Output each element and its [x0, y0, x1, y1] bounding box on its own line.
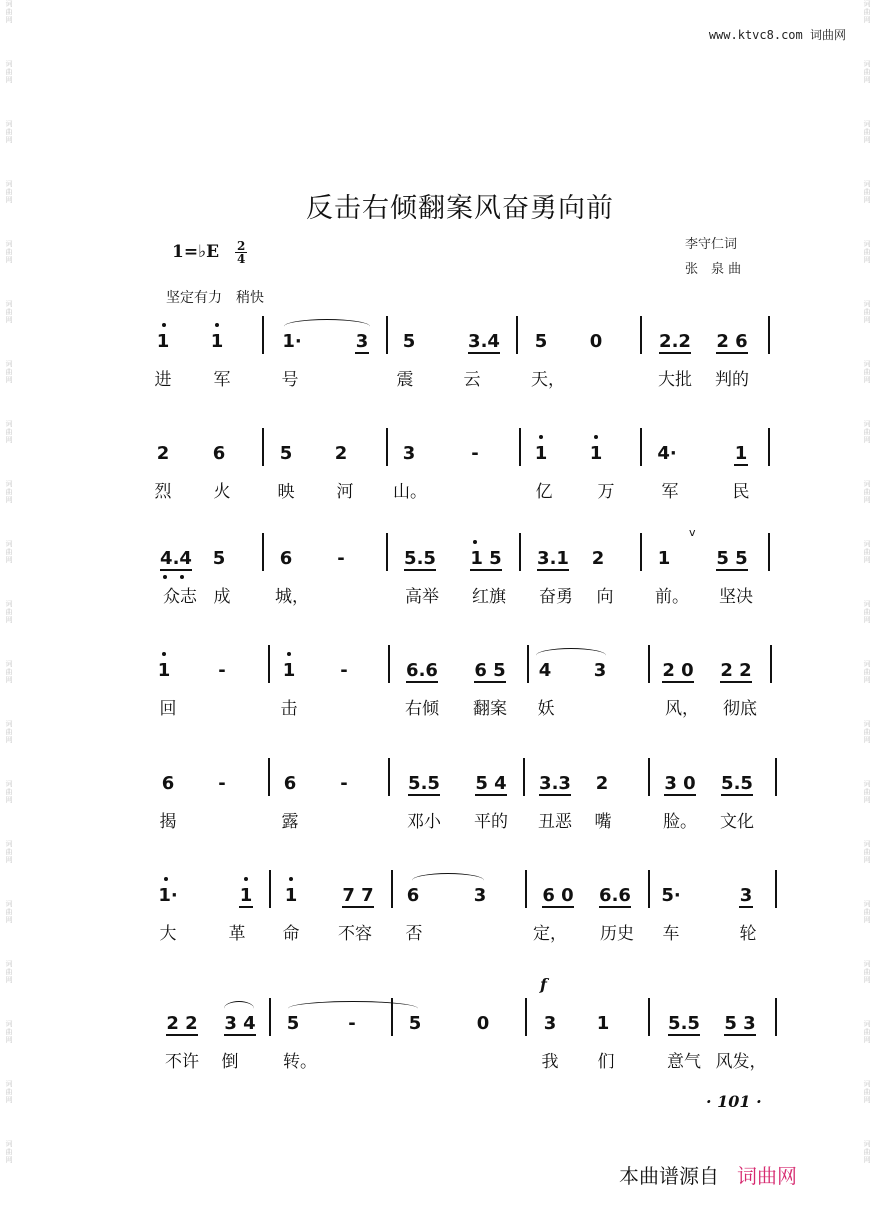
- lyric: 邓小: [407, 812, 441, 832]
- underline: [668, 1034, 700, 1036]
- site-url-text: www.ktvc8.com: [708, 28, 803, 42]
- bar-line: [648, 870, 650, 908]
- note: 1: [157, 660, 171, 681]
- bar-line: [768, 316, 770, 354]
- note: 5 5: [716, 548, 748, 569]
- bar-line: [527, 645, 529, 683]
- breath-mark: v: [689, 526, 696, 539]
- underline: [355, 352, 369, 354]
- note: 1: [282, 660, 296, 681]
- bar-line: [768, 428, 770, 466]
- note: 1: [589, 443, 603, 464]
- page-number: · 101 ·: [706, 1092, 762, 1111]
- underline: [224, 1034, 256, 1036]
- bar-line: [775, 998, 777, 1036]
- score-row-3: [0, 526, 876, 648]
- note: 6.6: [406, 660, 438, 681]
- lyric: 映: [277, 482, 295, 502]
- underline: [404, 569, 436, 571]
- note: 0: [589, 331, 603, 352]
- lyric: 大: [159, 924, 177, 944]
- note: 1: [734, 443, 748, 464]
- underline: [539, 794, 571, 796]
- bar-line: [391, 870, 393, 908]
- watermark-text: 词 曲 网: [5, 1020, 13, 1044]
- lyric: 军: [661, 482, 679, 502]
- note: 2 6: [716, 331, 748, 352]
- watermark-text: 词 曲 网: [5, 1080, 13, 1104]
- note: 1: [596, 1013, 610, 1034]
- lyric: 前。: [655, 587, 689, 607]
- watermark-text: 词 曲 网: [863, 180, 871, 204]
- bar-line: [648, 998, 650, 1036]
- note: 5 4: [475, 773, 507, 794]
- watermark-text: 词 曲 网: [5, 0, 13, 24]
- lyric: 判的: [715, 370, 749, 390]
- watermark-text: 词 曲 网: [863, 960, 871, 984]
- note: -: [337, 548, 345, 569]
- watermark-text: 词 曲 网: [5, 600, 13, 624]
- low-dot: [180, 575, 184, 579]
- octave-dot: [162, 323, 166, 327]
- underline: [474, 681, 506, 683]
- lyric: 命: [282, 924, 300, 944]
- note: -: [471, 443, 479, 464]
- score-row-4: [0, 660, 876, 760]
- lyric: 红旗: [472, 587, 506, 607]
- lyric: 轮: [739, 924, 757, 944]
- bar-line: [388, 645, 390, 683]
- bar-line: [640, 316, 642, 354]
- underline: [734, 464, 748, 466]
- watermark-text: 词 曲 网: [863, 1020, 871, 1044]
- note: 1: [534, 443, 548, 464]
- lyric: 否: [405, 924, 423, 944]
- lyric: 风，: [665, 699, 699, 719]
- underline: [664, 794, 696, 796]
- octave-dot: [287, 652, 291, 656]
- bar-line: [386, 428, 388, 466]
- bar-line: [262, 428, 264, 466]
- lyric: 右倾: [405, 699, 439, 719]
- lyric: 大批: [658, 370, 692, 390]
- note: 6: [161, 773, 175, 794]
- lyric: 不容: [338, 924, 372, 944]
- watermark-text: 词 曲 网: [5, 540, 13, 564]
- time-numerator: 2: [236, 239, 246, 253]
- watermark-text: 词 曲 网: [863, 600, 871, 624]
- watermark-text: 词 曲 网: [863, 420, 871, 444]
- watermark-text: 词 曲 网: [5, 480, 13, 504]
- lyric: 平的: [474, 812, 508, 832]
- note: 3: [739, 885, 753, 906]
- octave-dot: [539, 435, 543, 439]
- bar-line: [268, 758, 270, 796]
- key-signature: [172, 240, 247, 265]
- lyric: 历史: [600, 924, 634, 944]
- note: 5·: [661, 885, 681, 906]
- bar-line: [269, 998, 271, 1036]
- bar-line: [519, 533, 521, 571]
- watermark-text: 词 曲 网: [863, 660, 871, 684]
- score-row-6: [0, 885, 876, 985]
- note: 4: [538, 660, 552, 681]
- lyric: 烈: [154, 482, 172, 502]
- note: 2 0: [662, 660, 694, 681]
- note: 3.3: [539, 773, 571, 794]
- note: 3 0: [664, 773, 696, 794]
- underline: [721, 794, 753, 796]
- lyric: 击: [280, 699, 298, 719]
- bar-line: [648, 758, 650, 796]
- octave-dot: [289, 877, 293, 881]
- dynamic-forte: f: [540, 975, 547, 994]
- source-label: 本曲谱源自: [619, 1164, 719, 1188]
- lyric: 革: [228, 924, 246, 944]
- underline: [468, 352, 500, 354]
- note: 6 0: [542, 885, 574, 906]
- note: 5: [212, 548, 226, 569]
- lyric: 脸。: [663, 812, 697, 832]
- note: 3: [473, 885, 487, 906]
- lyric: 翻案: [473, 699, 507, 719]
- lyric: 民: [732, 482, 750, 502]
- note: 5: [534, 331, 548, 352]
- bar-line: [648, 645, 650, 683]
- watermark-text: 词 曲 网: [863, 60, 871, 84]
- lyric: 转。: [283, 1052, 317, 1072]
- watermark-text: 词 曲 网: [863, 300, 871, 324]
- lyric: 丑恶: [538, 812, 572, 832]
- watermark-text: 词 曲 网: [5, 180, 13, 204]
- lyric: 彻底: [723, 699, 757, 719]
- note: 6: [279, 548, 293, 569]
- underline: [720, 681, 752, 683]
- song-title: 反击右倾翻案风奋勇向前: [306, 193, 614, 224]
- underline: [716, 352, 748, 354]
- lyric: 众志: [163, 587, 197, 607]
- bar-line: [386, 533, 388, 571]
- note: -: [348, 1013, 356, 1034]
- time-signature: [235, 240, 247, 265]
- score-row-5: [0, 773, 876, 873]
- lyric: 震: [396, 370, 414, 390]
- watermark-text: 词 曲 网: [5, 360, 13, 384]
- tempo-marking: 坚定有力 稍快: [166, 290, 264, 306]
- bar-line: [525, 870, 527, 908]
- underline: [342, 906, 374, 908]
- lyric: 回: [159, 699, 177, 719]
- bar-line: [770, 645, 772, 683]
- note: 7 7: [342, 885, 374, 906]
- lyric: 云: [463, 370, 481, 390]
- bar-line: [262, 533, 264, 571]
- watermark-text: 词 曲 网: [5, 60, 13, 84]
- note: 5 3: [724, 1013, 756, 1034]
- watermark-text: 词 曲 网: [5, 900, 13, 924]
- note: 2: [595, 773, 609, 794]
- lyric: 成: [213, 587, 231, 607]
- watermark-text: 词 曲 网: [5, 300, 13, 324]
- underline: [724, 1034, 756, 1036]
- score-row-1: [0, 331, 876, 431]
- note: 5.5: [404, 548, 436, 569]
- lyric: 军: [213, 370, 231, 390]
- lyric: 风发，: [715, 1052, 767, 1072]
- note: 5: [279, 443, 293, 464]
- underline: [408, 794, 440, 796]
- octave-dot: [473, 540, 477, 544]
- watermark-text: 词 曲 网: [863, 1140, 871, 1164]
- note: 0: [476, 1013, 490, 1034]
- watermark-text: 词 曲 网: [863, 840, 871, 864]
- lyric: 山。: [393, 482, 427, 502]
- note: 1·: [282, 331, 302, 352]
- watermark-text: 词 曲 网: [863, 480, 871, 504]
- note: 2: [334, 443, 348, 464]
- site-url[interactable]: [709, 26, 846, 43]
- watermark-text: 词 曲 网: [863, 360, 871, 384]
- note: 6 5: [474, 660, 506, 681]
- underline: [166, 1034, 198, 1036]
- bar-line: [519, 428, 521, 466]
- watermark-text: 词 曲 网: [5, 240, 13, 264]
- watermark-text: 词 曲 网: [5, 660, 13, 684]
- source-brand[interactable]: 词曲网: [737, 1164, 797, 1188]
- lyric: 嘴: [594, 812, 612, 832]
- note: 3 4: [224, 1013, 256, 1034]
- watermark-text: 词 曲 网: [863, 1080, 871, 1104]
- watermark-text: 词 曲 网: [5, 720, 13, 744]
- underline: [542, 906, 574, 908]
- low-dot: [163, 575, 167, 579]
- underline: [406, 681, 438, 683]
- composer-credit: 张 泉 曲: [685, 262, 742, 277]
- lyricist-credit: 李守仁词: [685, 237, 738, 252]
- underline: [475, 794, 507, 796]
- site-name: 词曲网: [809, 28, 846, 42]
- bar-line: [523, 758, 525, 796]
- lyric: 坚决: [719, 587, 753, 607]
- underline: [599, 906, 631, 908]
- note: 1: [284, 885, 298, 906]
- lyric: 亿: [535, 482, 553, 502]
- note: 5.5: [408, 773, 440, 794]
- note: 2: [156, 443, 170, 464]
- note: 3.1: [537, 548, 569, 569]
- note: 1: [239, 885, 253, 906]
- note: 5: [286, 1013, 300, 1034]
- lyric: 河: [336, 482, 354, 502]
- watermark-text: 词 曲 网: [863, 240, 871, 264]
- watermark-text: 词 曲 网: [5, 420, 13, 444]
- note: 3: [402, 443, 416, 464]
- note: 6: [212, 443, 226, 464]
- note: 3: [593, 660, 607, 681]
- underline: [470, 569, 502, 571]
- source-note: [619, 1160, 797, 1189]
- note: 1: [657, 548, 671, 569]
- watermark-text: 词 曲 网: [5, 1140, 13, 1164]
- lyric: 车: [662, 924, 680, 944]
- bar-line: [775, 870, 777, 908]
- lyric: 天，: [531, 370, 565, 390]
- lyric: 城，: [275, 587, 309, 607]
- note: 1: [156, 331, 170, 352]
- note: 1 5: [470, 548, 502, 569]
- score-row-2: [0, 443, 876, 543]
- lyric: 文化: [720, 812, 754, 832]
- underline: [239, 906, 253, 908]
- note: -: [340, 660, 348, 681]
- lyric: 揭: [159, 812, 177, 832]
- underline: [537, 569, 569, 571]
- watermark-text: 词 曲 网: [863, 900, 871, 924]
- watermark-text: 词 曲 网: [5, 840, 13, 864]
- lyric: 万: [597, 482, 615, 502]
- lyric: 火: [213, 482, 231, 502]
- note: 1: [210, 331, 224, 352]
- octave-dot: [215, 323, 219, 327]
- note: 4·: [657, 443, 677, 464]
- lyric: 露: [281, 812, 299, 832]
- watermark-text: 词 曲 网: [5, 780, 13, 804]
- bar-line: [516, 316, 518, 354]
- note: 1·: [158, 885, 178, 906]
- lyric: 向: [596, 587, 614, 607]
- note: 5: [408, 1013, 422, 1034]
- note: -: [340, 773, 348, 794]
- underline: [160, 569, 192, 571]
- note: 3: [355, 331, 369, 352]
- note: 2.2: [659, 331, 691, 352]
- bar-line: [768, 533, 770, 571]
- note: 6.6: [599, 885, 631, 906]
- note: 3.4: [468, 331, 500, 352]
- octave-dot: [594, 435, 598, 439]
- note: 6: [406, 885, 420, 906]
- note: 2 2: [166, 1013, 198, 1034]
- watermark-text: 词 曲 网: [863, 780, 871, 804]
- lyric: 妖: [537, 699, 555, 719]
- lyric: 号: [281, 370, 299, 390]
- bar-line: [386, 316, 388, 354]
- bar-line: [640, 428, 642, 466]
- watermark-text: 词 曲 网: [5, 960, 13, 984]
- bar-line: [269, 870, 271, 908]
- lyric: 倒: [221, 1052, 239, 1072]
- underline: [716, 569, 748, 571]
- watermark-text: 词 曲 网: [863, 120, 871, 144]
- underline: [659, 352, 691, 354]
- watermark-text: 词 曲 网: [863, 540, 871, 564]
- bar-line: [388, 758, 390, 796]
- note: 6: [283, 773, 297, 794]
- lyric: 意气: [667, 1052, 701, 1072]
- note: 5.5: [721, 773, 753, 794]
- note: -: [218, 773, 226, 794]
- bar-line: [262, 316, 264, 354]
- note: 2 2: [720, 660, 752, 681]
- lyric: 高举: [405, 587, 439, 607]
- note: -: [218, 660, 226, 681]
- octave-dot: [164, 877, 168, 881]
- bar-line: [640, 533, 642, 571]
- lyric: 定，: [533, 924, 567, 944]
- underline: [662, 681, 694, 683]
- watermark-text: 词 曲 网: [863, 720, 871, 744]
- lyric: 不许: [165, 1052, 199, 1072]
- lyric: 奋勇: [539, 587, 573, 607]
- bar-line: [775, 758, 777, 796]
- note: 5: [402, 331, 416, 352]
- note: 2: [591, 548, 605, 569]
- bar-line: [525, 998, 527, 1036]
- underline: [739, 906, 753, 908]
- lyric: 进: [154, 370, 172, 390]
- bar-line: [268, 645, 270, 683]
- lyric: 们: [597, 1052, 615, 1072]
- time-denominator: 4: [236, 252, 246, 266]
- octave-dot: [162, 652, 166, 656]
- note: 5.5: [668, 1013, 700, 1034]
- watermark-text: 词 曲 网: [863, 0, 871, 24]
- lyric: 我: [541, 1052, 559, 1072]
- note: 3: [543, 1013, 557, 1034]
- note: 4.4: [160, 548, 192, 569]
- watermark-text: 词 曲 网: [5, 120, 13, 144]
- octave-dot: [244, 877, 248, 881]
- key-text: 1=♭E: [172, 242, 220, 262]
